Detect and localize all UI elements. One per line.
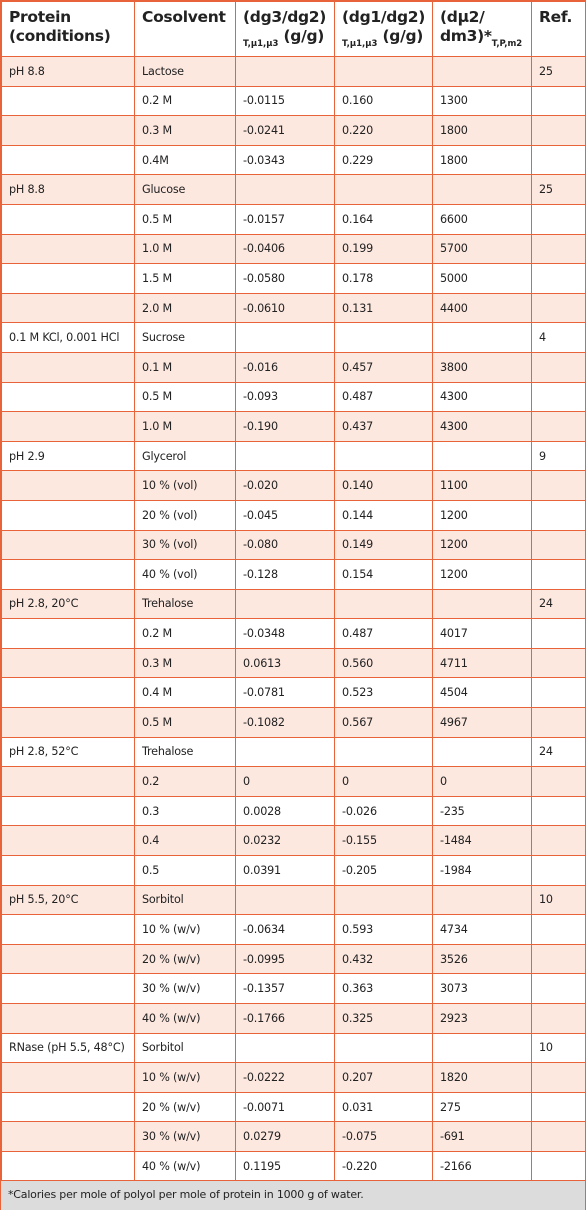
dmu-cell — [433, 737, 532, 767]
cosolvent-cell: 0.5 M — [135, 708, 236, 738]
ref-cell — [532, 856, 586, 886]
ref-cell: 25 — [532, 175, 586, 205]
dg1-cell: 0.199 — [335, 234, 433, 264]
table-row — [2, 1033, 586, 1063]
dg3-cell: -0.1082 — [236, 708, 335, 738]
protein-cell — [2, 264, 135, 294]
dg3-cell: -0.0348 — [236, 619, 335, 649]
table-row — [2, 471, 586, 501]
dg1-cell: 0.178 — [335, 264, 433, 294]
cosolvent-cell: 40 % (w/v) — [135, 1151, 236, 1181]
dg3-cell: -0.0157 — [236, 204, 335, 234]
dg3-cell: -0.0634 — [236, 915, 335, 945]
table-row — [2, 944, 586, 974]
cosolvent-cell: 20 % (w/v) — [135, 1092, 236, 1122]
dg3-cell: 0.0613 — [236, 648, 335, 678]
dmu-cell: -1984 — [433, 856, 532, 886]
dmu-cell: 1100 — [433, 471, 532, 501]
dg1-cell: 0.207 — [335, 1063, 433, 1093]
cosolvent-cell: 1.0 M — [135, 412, 236, 442]
dmu-cell: 4734 — [433, 915, 532, 945]
dg3-cell: -0.1766 — [236, 1004, 335, 1034]
header-dmu-sub: T,P,m2 — [491, 39, 523, 49]
dmu-cell: 4967 — [433, 708, 532, 738]
header-dg1-sub: T,μ1,μ3 — [342, 39, 378, 49]
dg3-cell — [236, 737, 335, 767]
cosolvent-cell: 2.0 M — [135, 293, 236, 323]
protein-cell: pH 2.8, 52°C — [2, 737, 135, 767]
dmu-cell: 275 — [433, 1092, 532, 1122]
cosolvent-cell: 40 % (w/v) — [135, 1004, 236, 1034]
ref-cell — [532, 560, 586, 590]
table-row — [2, 530, 586, 560]
dg3-cell: -0.0781 — [236, 678, 335, 708]
dmu-cell: 4300 — [433, 382, 532, 412]
dg3-cell: -0.045 — [236, 500, 335, 530]
protein-cell — [2, 560, 135, 590]
dmu-cell: 5000 — [433, 264, 532, 294]
protein-cell: pH 8.8 — [2, 57, 135, 87]
dmu-cell: 4504 — [433, 678, 532, 708]
cosolvent-cell: 1.5 M — [135, 264, 236, 294]
ref-cell — [532, 352, 586, 382]
protein-cell — [2, 826, 135, 856]
dg3-cell: -0.1357 — [236, 974, 335, 1004]
dmu-cell: 2923 — [433, 1004, 532, 1034]
header-row — [2, 2, 586, 57]
dg1-cell: -0.155 — [335, 826, 433, 856]
cosolvent-cell: 30 % (vol) — [135, 530, 236, 560]
table-row — [2, 1122, 586, 1152]
header-dg1-unit: (g/g) — [382, 27, 424, 45]
protein-cell — [2, 619, 135, 649]
dg3-cell: -0.190 — [236, 412, 335, 442]
cosolvent-cell: 20 % (vol) — [135, 500, 236, 530]
protein-cell — [2, 708, 135, 738]
dmu-cell — [433, 57, 532, 87]
table-row — [2, 560, 586, 590]
cosolvent-cell: Sucrose — [135, 323, 236, 353]
ref-cell: 24 — [532, 737, 586, 767]
table-row — [2, 412, 586, 442]
table-row — [2, 589, 586, 619]
header-dmu — [433, 2, 532, 57]
ref-cell — [532, 767, 586, 797]
header-dg3 — [236, 2, 335, 57]
header-dg3-sub: T,μ1,μ3 — [243, 39, 279, 49]
table-row — [2, 885, 586, 915]
ref-cell — [532, 264, 586, 294]
dg3-cell: 0.1195 — [236, 1151, 335, 1181]
header-cosolvent-label: Cosolvent — [142, 8, 226, 26]
dg1-cell — [335, 885, 433, 915]
table-row — [2, 767, 586, 797]
dg3-cell: 0.0279 — [236, 1122, 335, 1152]
dg3-cell: 0 — [236, 767, 335, 797]
cosolvent-cell: 0.4 M — [135, 678, 236, 708]
dg3-cell: -0.0241 — [236, 116, 335, 146]
ref-cell — [532, 234, 586, 264]
cosolvent-cell: Sorbitol — [135, 1033, 236, 1063]
dg1-cell: 0.220 — [335, 116, 433, 146]
table-row — [2, 323, 586, 353]
header-cosolvent — [135, 2, 236, 57]
dmu-cell: 1800 — [433, 145, 532, 175]
header-ref-label: Ref. — [539, 8, 573, 26]
protein-cell — [2, 234, 135, 264]
ref-cell — [532, 648, 586, 678]
table-row — [2, 619, 586, 649]
ref-cell — [532, 826, 586, 856]
table-row — [2, 116, 586, 146]
dg1-cell — [335, 1033, 433, 1063]
protein-cell — [2, 412, 135, 442]
dg1-cell: 0.560 — [335, 648, 433, 678]
header-dmu-line2: dm3)* — [440, 27, 492, 45]
table-row — [2, 234, 586, 264]
table-row — [2, 1063, 586, 1093]
header-dmu-line1: (dμ2/ — [440, 8, 485, 26]
cosolvent-cell: 30 % (w/v) — [135, 974, 236, 1004]
protein-cell — [2, 648, 135, 678]
table-row — [2, 856, 586, 886]
dg3-cell: -0.128 — [236, 560, 335, 590]
cosolvent-cell: 40 % (vol) — [135, 560, 236, 590]
dmu-cell — [433, 589, 532, 619]
dg3-cell: -0.080 — [236, 530, 335, 560]
table-row — [2, 648, 586, 678]
table-body — [2, 57, 586, 1182]
ref-cell — [532, 86, 586, 116]
dmu-cell: 1200 — [433, 530, 532, 560]
protein-cell — [2, 116, 135, 146]
dmu-cell: 1300 — [433, 86, 532, 116]
cosolvent-cell: 0.5 M — [135, 204, 236, 234]
cosolvent-cell: Trehalose — [135, 737, 236, 767]
protein-cell — [2, 293, 135, 323]
protein-cell — [2, 915, 135, 945]
cosolvent-cell: 0.3 M — [135, 116, 236, 146]
table-row — [2, 974, 586, 1004]
cosolvent-cell: 30 % (w/v) — [135, 1122, 236, 1152]
ref-cell: 4 — [532, 323, 586, 353]
protein-cell: 0.1 M KCl, 0.001 HCl — [2, 323, 135, 353]
dg1-cell: -0.220 — [335, 1151, 433, 1181]
ref-cell: 24 — [532, 589, 586, 619]
dg1-cell — [335, 323, 433, 353]
dg1-cell: 0.437 — [335, 412, 433, 442]
dmu-cell — [433, 885, 532, 915]
dg3-cell — [236, 885, 335, 915]
protein-cell — [2, 678, 135, 708]
dmu-cell — [433, 175, 532, 205]
dg3-cell — [236, 175, 335, 205]
cosolvent-cell: Trehalose — [135, 589, 236, 619]
ref-cell — [532, 915, 586, 945]
dg3-cell: -0.016 — [236, 352, 335, 382]
protein-cell: RNase (pH 5.5, 48°C) — [2, 1033, 135, 1063]
protein-cell — [2, 944, 135, 974]
table-row — [2, 1092, 586, 1122]
header-dg1-main: (dg1/dg2) — [342, 8, 426, 26]
dg1-cell: 0.160 — [335, 86, 433, 116]
protein-cell — [2, 1004, 135, 1034]
dg1-cell: 0.164 — [335, 204, 433, 234]
dg3-cell: -0.0406 — [236, 234, 335, 264]
dg1-cell — [335, 737, 433, 767]
table-row — [2, 145, 586, 175]
dg1-cell: 0 — [335, 767, 433, 797]
protein-cell — [2, 1151, 135, 1181]
dmu-cell: 6600 — [433, 204, 532, 234]
ref-cell — [532, 1004, 586, 1034]
header-ref — [532, 2, 586, 57]
table-row — [2, 204, 586, 234]
cosolvent-cell: 0.1 M — [135, 352, 236, 382]
dg3-cell — [236, 323, 335, 353]
ref-cell — [532, 204, 586, 234]
table-row — [2, 678, 586, 708]
dmu-cell: -235 — [433, 796, 532, 826]
dg3-cell: -0.0115 — [236, 86, 335, 116]
protein-cell — [2, 1092, 135, 1122]
ref-cell — [532, 619, 586, 649]
header-dg3-main: (dg3/dg2) — [243, 8, 327, 26]
table-row — [2, 1004, 586, 1034]
protein-cell — [2, 204, 135, 234]
dg3-cell: -0.093 — [236, 382, 335, 412]
dg1-cell: 0.457 — [335, 352, 433, 382]
table-row — [2, 382, 586, 412]
dg3-cell: 0.0391 — [236, 856, 335, 886]
ref-cell — [532, 116, 586, 146]
dmu-cell: 1820 — [433, 1063, 532, 1093]
cosolvent-cell: 0.4 — [135, 826, 236, 856]
ref-cell — [532, 145, 586, 175]
ref-cell — [532, 1122, 586, 1152]
cosolvent-cell: Lactose — [135, 57, 236, 87]
table-row — [2, 737, 586, 767]
cosolvent-cell: 0.3 M — [135, 648, 236, 678]
dmu-cell: 3800 — [433, 352, 532, 382]
table-row — [2, 264, 586, 294]
ref-cell — [532, 944, 586, 974]
protein-cell — [2, 1122, 135, 1152]
protein-cell — [2, 856, 135, 886]
protein-cell: pH 8.8 — [2, 175, 135, 205]
dmu-cell — [433, 323, 532, 353]
dmu-cell: 5700 — [433, 234, 532, 264]
ref-cell: 10 — [532, 885, 586, 915]
protein-cell: pH 2.8, 20°C — [2, 589, 135, 619]
ref-cell — [532, 678, 586, 708]
dmu-cell: 3073 — [433, 974, 532, 1004]
cosolvent-cell: Glucose — [135, 175, 236, 205]
header-protein — [2, 2, 135, 57]
dg3-cell: -0.0995 — [236, 944, 335, 974]
dg1-cell: 0.229 — [335, 145, 433, 175]
dg1-cell: 0.325 — [335, 1004, 433, 1034]
ref-cell: 25 — [532, 57, 586, 87]
dg1-cell: 0.487 — [335, 619, 433, 649]
protein-cell: pH 2.9 — [2, 441, 135, 471]
dg1-cell: -0.026 — [335, 796, 433, 826]
dg1-cell — [335, 57, 433, 87]
dmu-cell: 3526 — [433, 944, 532, 974]
dg1-cell: 0.031 — [335, 1092, 433, 1122]
table-row — [2, 175, 586, 205]
ref-cell — [532, 500, 586, 530]
ref-cell — [532, 382, 586, 412]
dg3-cell — [236, 1033, 335, 1063]
dmu-cell: 4400 — [433, 293, 532, 323]
dg1-cell: 0.567 — [335, 708, 433, 738]
cosolvent-cell: 10 % (vol) — [135, 471, 236, 501]
table-row — [2, 826, 586, 856]
cosolvent-cell: 10 % (w/v) — [135, 1063, 236, 1093]
dg3-cell: -0.0071 — [236, 1092, 335, 1122]
ref-cell — [532, 1151, 586, 1181]
table-row — [2, 441, 586, 471]
cosolvent-cell: 20 % (w/v) — [135, 944, 236, 974]
cosolvent-cell: 0.5 — [135, 856, 236, 886]
table-row — [2, 500, 586, 530]
dg1-cell: 0.593 — [335, 915, 433, 945]
dmu-cell: 4017 — [433, 619, 532, 649]
protein-cell — [2, 86, 135, 116]
dg1-cell: 0.149 — [335, 530, 433, 560]
cosolvent-cell: 0.4M — [135, 145, 236, 175]
dg3-cell: 0.0232 — [236, 826, 335, 856]
ref-cell — [532, 293, 586, 323]
ref-cell — [532, 796, 586, 826]
header-dg1 — [335, 2, 433, 57]
dmu-cell: 1800 — [433, 116, 532, 146]
table-row — [2, 1151, 586, 1181]
dg3-cell: -0.0580 — [236, 264, 335, 294]
dg3-cell — [236, 589, 335, 619]
cosolvent-cell: 0.2 M — [135, 86, 236, 116]
protein-cell — [2, 471, 135, 501]
ref-cell: 9 — [532, 441, 586, 471]
protein-cell — [2, 530, 135, 560]
dmu-cell: 1200 — [433, 560, 532, 590]
table-row — [2, 352, 586, 382]
dg3-cell: -0.020 — [236, 471, 335, 501]
dg1-cell: 0.432 — [335, 944, 433, 974]
dg1-cell: 0.140 — [335, 471, 433, 501]
dg1-cell — [335, 441, 433, 471]
dg3-cell: 0.0028 — [236, 796, 335, 826]
dg1-cell: 0.363 — [335, 974, 433, 1004]
cosolvent-cell: 10 % (w/v) — [135, 915, 236, 945]
dmu-cell — [433, 1033, 532, 1063]
header-protein-label: Protein (conditions) — [9, 8, 111, 45]
dg1-cell — [335, 175, 433, 205]
cosolvent-cell: 1.0 M — [135, 234, 236, 264]
ref-cell — [532, 1063, 586, 1093]
dmu-cell: -2166 — [433, 1151, 532, 1181]
ref-cell — [532, 708, 586, 738]
table-row — [2, 708, 586, 738]
dg3-cell: -0.0343 — [236, 145, 335, 175]
dmu-cell: 1200 — [433, 500, 532, 530]
cosolvent-cell: Sorbitol — [135, 885, 236, 915]
protein-cell — [2, 1063, 135, 1093]
protein-cell — [2, 382, 135, 412]
table-row — [2, 86, 586, 116]
dmu-cell: 4300 — [433, 412, 532, 442]
cosolvent-cell: 0.5 M — [135, 382, 236, 412]
ref-cell — [532, 974, 586, 1004]
dg1-cell: 0.144 — [335, 500, 433, 530]
dmu-cell: -1484 — [433, 826, 532, 856]
protein-cell — [2, 145, 135, 175]
ref-cell — [532, 530, 586, 560]
dg1-cell: -0.075 — [335, 1122, 433, 1152]
protein-cell — [2, 796, 135, 826]
dg3-cell: -0.0222 — [236, 1063, 335, 1093]
ref-cell — [532, 1092, 586, 1122]
protein-cell — [2, 500, 135, 530]
dg1-cell: 0.154 — [335, 560, 433, 590]
dmu-cell: 0 — [433, 767, 532, 797]
table-row — [2, 796, 586, 826]
dg3-cell — [236, 441, 335, 471]
table-row — [2, 57, 586, 87]
header-dg3-unit: (g/g) — [283, 27, 325, 45]
cosolvent-table — [1, 1, 586, 1182]
table-row — [2, 915, 586, 945]
dg1-cell: 0.487 — [335, 382, 433, 412]
ref-cell — [532, 412, 586, 442]
ref-cell — [532, 471, 586, 501]
dg3-cell: -0.0610 — [236, 293, 335, 323]
dmu-cell: 4711 — [433, 648, 532, 678]
cosolvent-cell: 0.3 — [135, 796, 236, 826]
cosolvent-cell: 0.2 M — [135, 619, 236, 649]
dmu-cell — [433, 441, 532, 471]
table-row — [2, 293, 586, 323]
dg1-cell: -0.205 — [335, 856, 433, 886]
protein-cell: pH 5.5, 20°C — [2, 885, 135, 915]
cosolvent-cell: 0.2 — [135, 767, 236, 797]
protein-cell — [2, 352, 135, 382]
dg1-cell: 0.523 — [335, 678, 433, 708]
cosolvent-cell: Glycerol — [135, 441, 236, 471]
ref-cell: 10 — [532, 1033, 586, 1063]
protein-cell — [2, 974, 135, 1004]
dg1-cell: 0.131 — [335, 293, 433, 323]
dg3-cell — [236, 57, 335, 87]
footnote: *Calories per mole of polyol per mole of protein in 1000 g of water. — [1, 1180, 585, 1210]
dmu-cell: -691 — [433, 1122, 532, 1152]
protein-cell — [2, 767, 135, 797]
dg1-cell — [335, 589, 433, 619]
